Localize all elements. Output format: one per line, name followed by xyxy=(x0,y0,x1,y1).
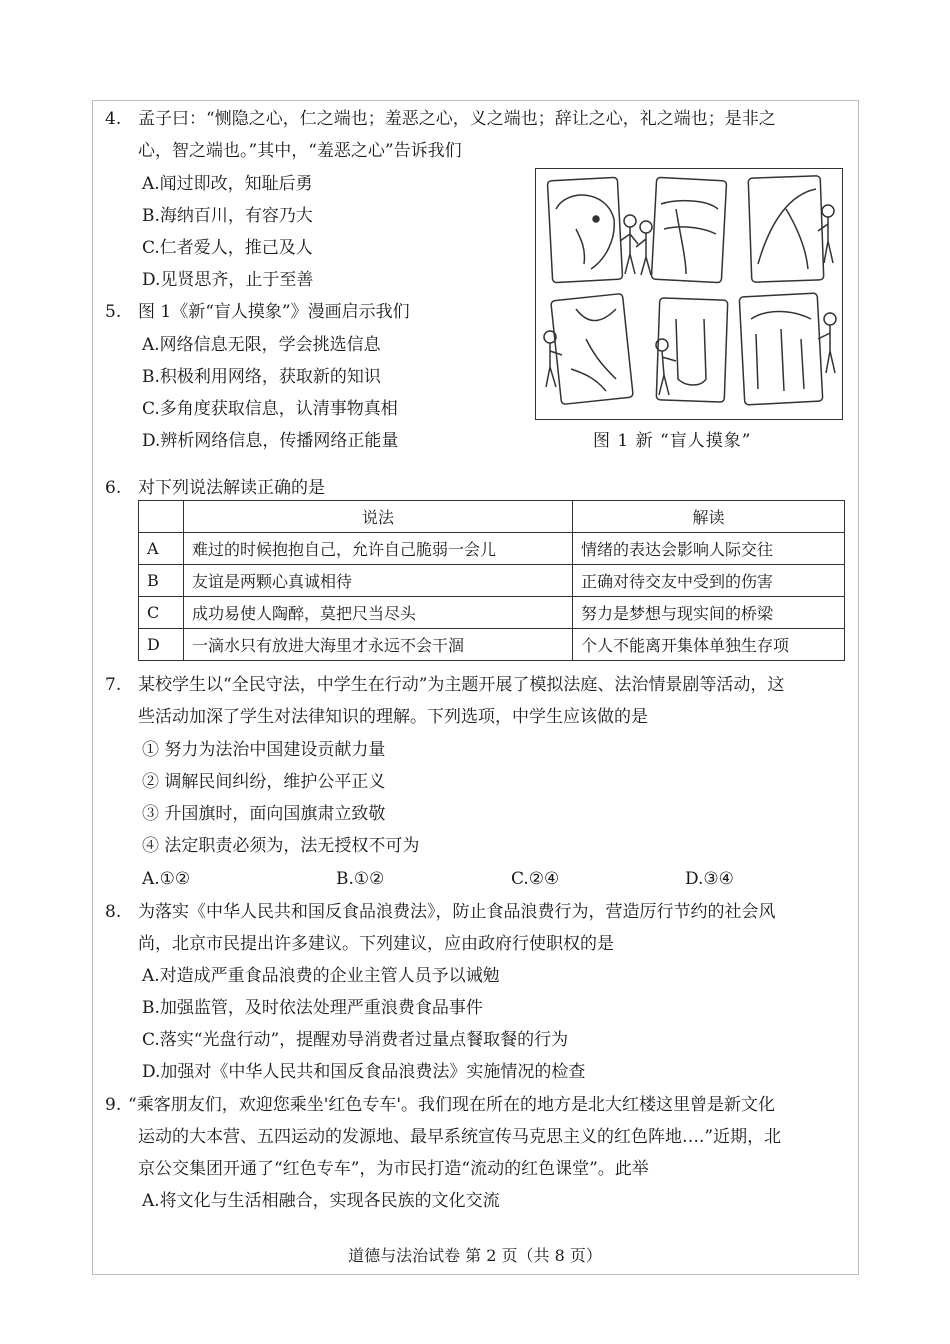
q7-stem-line1: 某校学生以“全民守法，中学生在行动”为主题开展了模拟法庭、法治情景剧等活动，这 xyxy=(138,675,785,695)
q7-choice-d: D.③④ xyxy=(685,869,734,889)
q6-table xyxy=(138,500,845,661)
q5-option-c: C.多角度获取信息，认清事物真相 xyxy=(142,399,398,419)
table-cell: 友谊是两颗心真诚相待 xyxy=(184,565,573,597)
q7-item-2: ② 调解民间纠纷，维护公平正义 xyxy=(142,772,386,792)
table-row xyxy=(139,565,845,597)
table-row xyxy=(139,597,845,629)
table-cell: 努力是梦想与现实间的桥梁 xyxy=(573,597,845,629)
q7-item-1: ① 努力为法治中国建设贡献力量 xyxy=(142,740,386,760)
table-cell: 情绪的表达会影响人际交往 xyxy=(573,533,845,565)
q4-option-b: B.海纳百川，有容乃大 xyxy=(142,206,313,226)
q5-option-a: A.网络信息无限，学会挑选信息 xyxy=(142,335,381,355)
q7-choice-a: A.①② xyxy=(142,869,191,889)
q8-option-a: A.对造成严重食品浪费的企业主管人员予以诫勉 xyxy=(142,966,500,986)
q5-number: 5. xyxy=(105,302,122,322)
table-header: 说法 xyxy=(184,501,573,533)
table-cell: B xyxy=(139,565,184,597)
cartoon-illustration xyxy=(536,169,842,419)
q4-number: 4. xyxy=(105,109,122,129)
q7-stem-line2: 些活动加深了学生对法律知识的理解。下列选项，中学生应该做的是 xyxy=(138,707,648,727)
q8-stem-line1: 为落实《中华人民共和国反食品浪费法》，防止食品浪费行为，营造厉行节约的社会风 xyxy=(138,902,776,922)
q7-number: 7. xyxy=(105,675,122,695)
table-cell: 难过的时候抱抱自己，允许自己脆弱一会儿 xyxy=(184,533,573,565)
q4-option-d: D.见贤思齐，止于至善 xyxy=(142,270,314,290)
q8-option-b: B.加强监管，及时依法处理严重浪费食品事件 xyxy=(142,998,483,1018)
page-footer: 道德与法治试卷 第 2 页（共 8 页） xyxy=(348,1246,602,1265)
table-cell: 正确对待交友中受到的伤害 xyxy=(573,565,845,597)
q8-option-d: D.加强对《中华人民共和国反食品浪费法》实施情况的检查 xyxy=(142,1062,586,1082)
blind-men-elephant-cartoon xyxy=(535,168,843,420)
q9-stem-line1: “乘客朋友们，欢迎您乘坐'红色专车'。我们现在所在的地方是北大红楼这里曾是新文化 xyxy=(128,1095,776,1115)
q8-option-c: C.落实“光盘行动”，提醒劝导消费者过量点餐取餐的行为 xyxy=(142,1030,569,1050)
table-row xyxy=(139,533,845,565)
q7-choice-c: C.②④ xyxy=(511,869,560,889)
q7-item-3: ③ 升国旗时，面向国旗肃立致敬 xyxy=(142,804,386,824)
q7-item-4: ④ 法定职责必须为，法无授权不可为 xyxy=(142,836,420,856)
table-cell: 一滴水只有放进大海里才永远不会干涸 xyxy=(184,629,573,661)
q4-option-a: A.闻过即改，知耻后勇 xyxy=(142,174,313,194)
q9-stem-line2: 运动的大本营、五四运动的发源地、最早系统宣传马克思主义的红色阵地….”近期，北 xyxy=(138,1127,782,1147)
table-header-row xyxy=(139,501,845,533)
figure-caption: 图 1 新 “盲人摸象” xyxy=(593,431,752,451)
table-header: 解读 xyxy=(573,501,845,533)
q7-choice-b: B.①② xyxy=(336,869,385,889)
table-cell: A xyxy=(139,533,184,565)
q4-stem-line1: 孟子曰：“恻隐之心，仁之端也；羞恶之心，义之端也；辞让之心，礼之端也；是非之 xyxy=(138,109,776,129)
q4-option-c: C.仁者爱人，推己及人 xyxy=(142,238,313,258)
table-cell: 成功易使人陶醉，莫把尺当尽头 xyxy=(184,597,573,629)
table-cell: 个人不能离开集体单独生存项 xyxy=(573,629,845,661)
q8-stem-line2: 尚，北京市民提出许多建议。下列建议，应由政府行使职权的是 xyxy=(138,934,614,954)
q5-option-b: B.积极利用网络，获取新的知识 xyxy=(142,367,381,387)
q4-stem-line2: 心，智之端也。”其中，“羞恶之心”告诉我们 xyxy=(138,141,462,161)
q6-stem: 对下列说法解读正确的是 xyxy=(138,478,325,498)
q9-number: 9. xyxy=(105,1095,122,1115)
q5-option-d: D.辨析网络信息，传播网络正能量 xyxy=(142,431,399,451)
table-header xyxy=(139,501,184,533)
table-cell: D xyxy=(139,629,184,661)
q9-stem-line3: 京公交集团开通了“红色专车”，为市民打造“流动的红色课堂”。此举 xyxy=(138,1159,649,1179)
q8-number: 8. xyxy=(105,902,122,922)
q9-option-a: A.将文化与生活相融合，实现各民族的文化交流 xyxy=(142,1191,500,1211)
table-row xyxy=(139,629,845,661)
q5-stem: 图 1《新“盲人摸象”》漫画启示我们 xyxy=(138,302,410,322)
q6-number: 6. xyxy=(105,478,122,498)
table-cell: C xyxy=(139,597,184,629)
